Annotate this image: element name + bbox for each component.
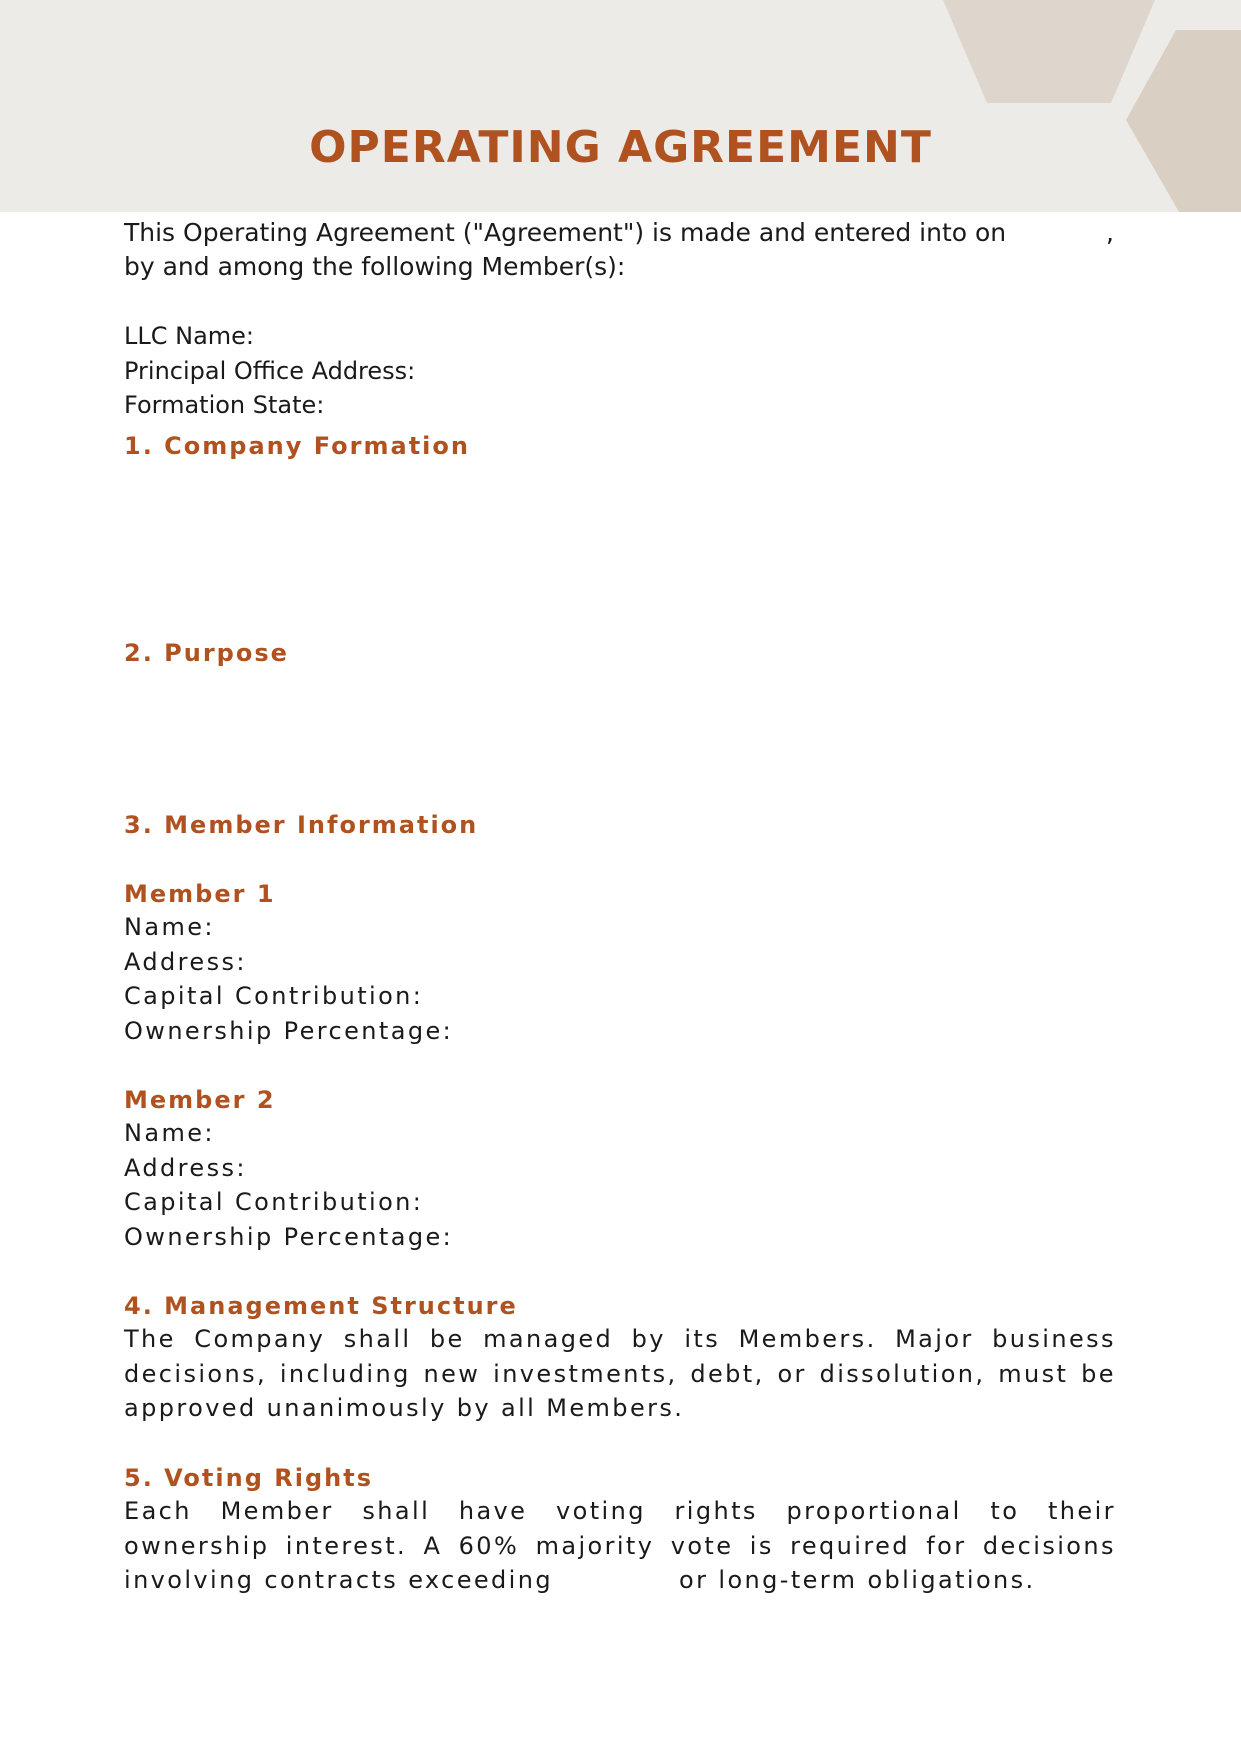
- member-1-name-label: Name:: [124, 913, 215, 941]
- section-management-structure: [124, 1292, 1116, 1426]
- text-word: by: [631, 1325, 666, 1353]
- text-word: debt,: [690, 1359, 765, 1388]
- voting-line-3-after: or long-term obligations.: [679, 1566, 1036, 1594]
- text-word: must: [998, 1359, 1069, 1388]
- management-line-1: [124, 1322, 1116, 1357]
- member-2-block: [124, 1086, 1116, 1254]
- text-word: to: [990, 1497, 1020, 1525]
- voting-line-3-before: involving contracts exceeding: [124, 1566, 553, 1594]
- voting-line-1: [124, 1494, 1116, 1529]
- text-word: its: [684, 1325, 721, 1353]
- document-title: OPERATING AGREEMENT: [309, 122, 932, 173]
- member-1-capital-label: Capital Contribution:: [124, 982, 424, 1010]
- company-info: [124, 319, 1116, 423]
- section-heading-management-structure: 4. Management Structure: [124, 1292, 518, 1320]
- text-word: The: [124, 1325, 176, 1353]
- text-word: shall: [343, 1325, 412, 1353]
- text-word: be: [1081, 1359, 1116, 1388]
- member-2-capital-label: Capital Contribution:: [124, 1188, 424, 1216]
- voting-line-2: [124, 1529, 1116, 1564]
- intro-line-1: This Operating Agreement ("Agreement") is made and entered into on: [124, 218, 1007, 247]
- text-word: including: [279, 1359, 411, 1388]
- hexagon-shape-top: [943, 0, 1155, 103]
- text-word: their: [1048, 1497, 1116, 1525]
- text-word: business: [992, 1325, 1116, 1353]
- text-word: vote: [670, 1531, 734, 1560]
- intro-paragraph: [124, 216, 1116, 284]
- member-2-ownership-label: Ownership Percentage:: [124, 1222, 454, 1251]
- hexagon-decoration: [0, 0, 1241, 212]
- member-2-heading: Member 2: [124, 1086, 276, 1114]
- management-structure-text: [124, 1322, 1116, 1426]
- text-word: interest.: [285, 1531, 408, 1560]
- section-heading-company-formation: 1. Company Formation: [124, 432, 470, 460]
- member-1-ownership-label: Ownership Percentage:: [124, 1016, 454, 1045]
- text-word: investments,: [493, 1359, 678, 1388]
- intro-line-2: by and among the following Member(s):: [124, 252, 626, 281]
- member-2-fields: [124, 1116, 1116, 1254]
- llc-name-label: LLC Name:: [124, 322, 255, 350]
- member-1-address-label: Address:: [124, 947, 247, 976]
- intro-comma: ,: [1106, 218, 1114, 247]
- member-2-name-label: Name:: [124, 1119, 215, 1147]
- text-word: managed: [483, 1325, 614, 1353]
- member-1-fields: [124, 910, 1116, 1048]
- text-word: proportional: [786, 1497, 962, 1525]
- text-word: decisions,: [124, 1359, 268, 1388]
- text-word: Member: [220, 1497, 334, 1525]
- voting-line-3: [124, 1563, 1116, 1598]
- text-word: ownership: [124, 1531, 270, 1560]
- text-word: shall: [362, 1497, 431, 1525]
- text-word: be: [429, 1325, 465, 1353]
- section-voting-rights: [124, 1464, 1116, 1598]
- section-heading-member-information: 3. Member Information: [124, 811, 479, 839]
- section-heading-purpose: 2. Purpose: [124, 639, 289, 667]
- text-word: A: [423, 1531, 443, 1560]
- formation-state-label: Formation State:: [124, 391, 325, 419]
- voting-rights-text: [124, 1494, 1116, 1598]
- member-1-block: [124, 880, 1116, 1048]
- text-word: majority: [535, 1531, 655, 1560]
- member-1-heading: Member 1: [124, 880, 276, 908]
- text-word: Each: [124, 1497, 192, 1525]
- member-2-address-label: Address:: [124, 1153, 247, 1182]
- principal-office-label: Principal Office Address:: [124, 356, 416, 385]
- text-word: have: [458, 1497, 528, 1525]
- section-heading-voting-rights: 5. Voting Rights: [124, 1464, 373, 1492]
- text-word: Members.: [738, 1325, 877, 1353]
- text-word: new: [423, 1359, 481, 1388]
- text-word: 60%: [458, 1531, 520, 1560]
- text-word: Company: [194, 1325, 326, 1353]
- text-word: Major: [895, 1325, 974, 1353]
- text-word: is: [749, 1531, 774, 1560]
- text-word: or: [777, 1359, 807, 1388]
- text-word: required: [790, 1531, 910, 1560]
- text-word: for: [926, 1531, 967, 1560]
- management-line-2: [124, 1357, 1116, 1392]
- text-word: dissolution,: [819, 1359, 986, 1388]
- management-line-3: approved unanimously by all Members.: [124, 1394, 685, 1422]
- text-word: decisions: [982, 1531, 1116, 1560]
- text-word: rights: [674, 1497, 758, 1525]
- text-word: voting: [556, 1497, 646, 1525]
- hexagon-shape-right: [1126, 30, 1241, 212]
